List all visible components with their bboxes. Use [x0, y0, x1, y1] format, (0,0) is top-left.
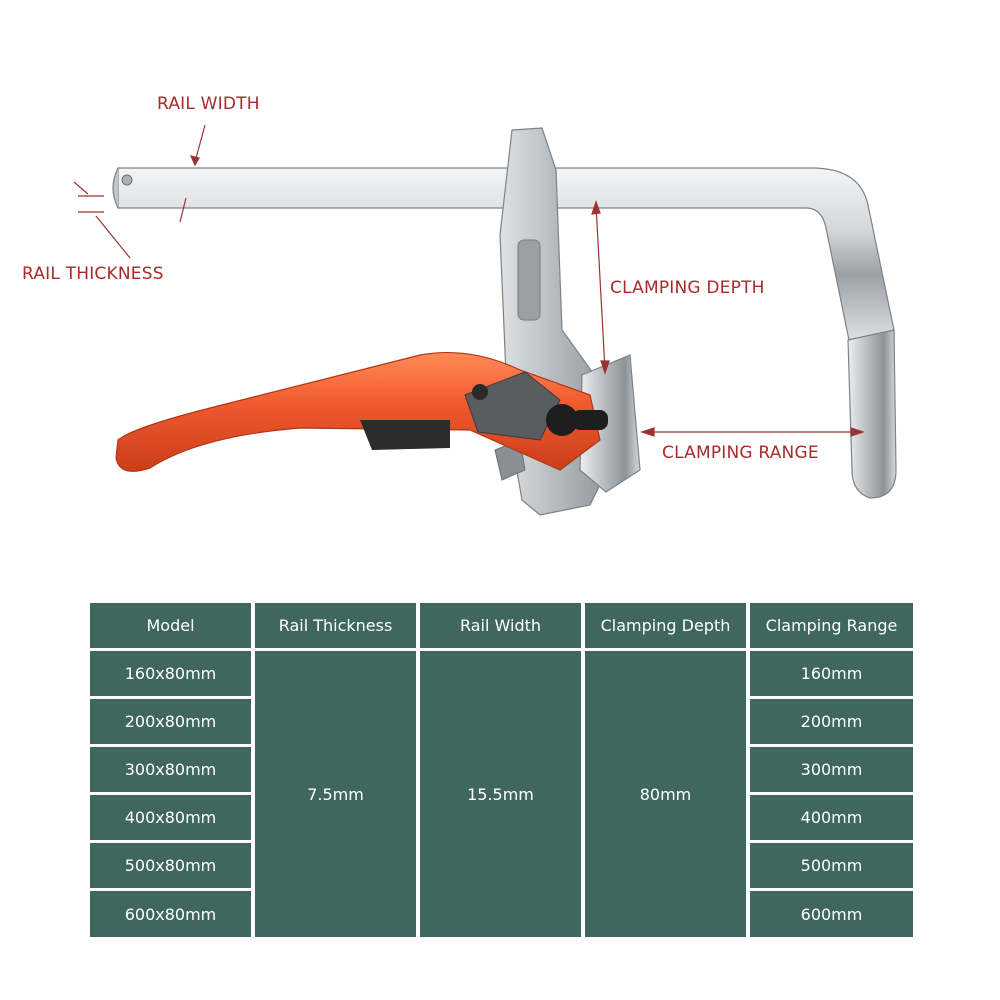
- header-clamping-range: Clamping Range: [750, 603, 913, 648]
- model-cell: 600x80mm: [90, 891, 251, 937]
- clamping-range-cell: 160mm: [750, 651, 913, 696]
- rail-thickness-value: 7.5mm: [255, 651, 416, 937]
- clamping-range-cell: 200mm: [750, 699, 913, 744]
- header-rail-thickness: Rail Thickness: [255, 603, 416, 648]
- model-cell: 160x80mm: [90, 651, 251, 696]
- clamping-range-cell: 300mm: [750, 747, 913, 792]
- spec-table: [90, 603, 913, 937]
- fixed-jaw: [848, 330, 896, 498]
- clamping-range-cell: 500mm: [750, 843, 913, 888]
- clamping-range-callout: CLAMPING RANGE: [662, 443, 819, 463]
- header-model: Model: [90, 603, 251, 648]
- model-cell: 500x80mm: [90, 843, 251, 888]
- clamping-depth-value: 80mm: [585, 651, 746, 937]
- model-cell: 200x80mm: [90, 699, 251, 744]
- clamping-depth-callout: CLAMPING DEPTH: [610, 278, 765, 298]
- rail-width-value: 15.5mm: [420, 651, 581, 937]
- model-cell: 300x80mm: [90, 747, 251, 792]
- clamping-range-cell: 400mm: [750, 795, 913, 840]
- model-cell: 400x80mm: [90, 795, 251, 840]
- clamping-range-cell: 600mm: [750, 891, 913, 937]
- header-clamping-depth: Clamping Depth: [585, 603, 746, 648]
- rail-width-callout: RAIL WIDTH: [157, 94, 260, 114]
- header-rail-width: Rail Width: [420, 603, 581, 648]
- rail-thickness-callout: RAIL THICKNESS: [22, 264, 164, 284]
